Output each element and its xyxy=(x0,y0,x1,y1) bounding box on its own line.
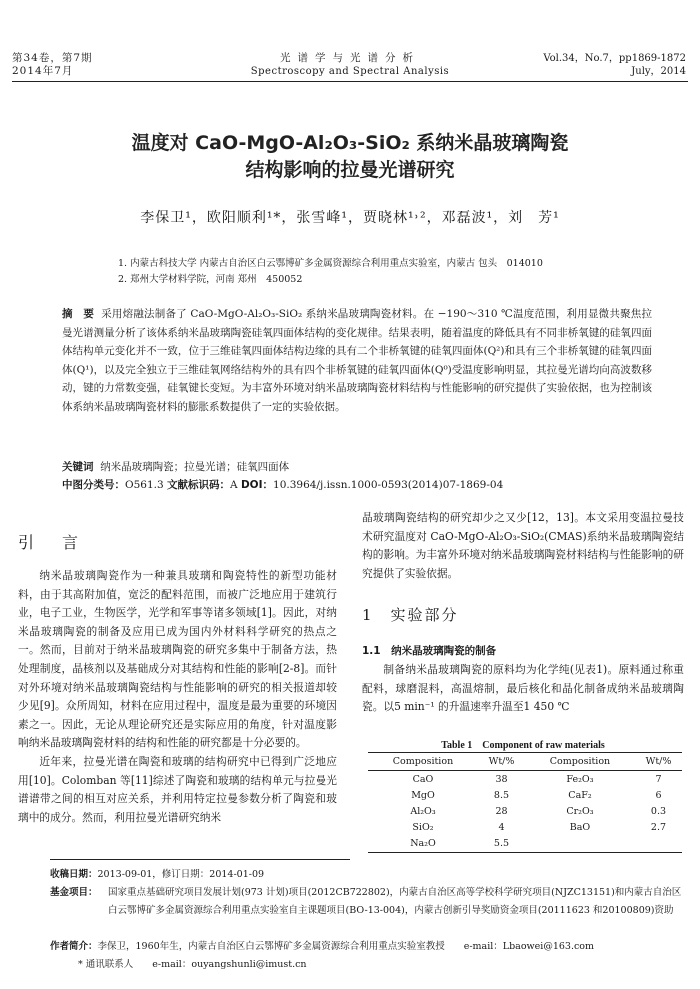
doi-label: DOI： xyxy=(240,479,274,491)
abstract-text: 采用熔融法制备了 CaO-MgO-Al₂O₃-SiO₂ 系纳米晶玻璃陶瓷材料。在 −190～310 ℃温度范围，利用显微共聚焦拉曼光谱测量分析了该体系纳米晶玻璃陶瓷硅氧四面体结构的变化规律。结果表明，随着温度的降低具有不同非桥氧键的硅氧四面体结构单元变化并不一致，位于三维硅氧四面体结构边缘的具有二个非桥氧键的硅氧四面体(Q²)和具有三个非桥氧键的硅氧四面体(Q¹)，以及完全独立于三维硅氧网络结构外的具有四个非桥氧键的硅氧四面体(Q⁰)受温度影响明显，其拉曼光谱均向高波数移动，键的力常数变强，硅氧键长变短。为丰富外环境对纳米晶玻璃陶瓷材料结构与性能影响的研究提供了实验依据，也为控制该体系纳米晶玻璃陶瓷材料的膨胀系数提供了一定的实验依据。 xyxy=(62,308,652,413)
table-cell: 4 xyxy=(498,822,505,834)
volume-issue: 第34卷，第7期 xyxy=(12,52,93,64)
journal-citation-info xyxy=(543,52,686,78)
corresponding-author: * 通讯联系人 e-mail：ouyangshunli@imust.cn xyxy=(78,959,307,970)
table-cell xyxy=(635,836,682,853)
header-divider xyxy=(12,81,688,82)
journal-name-en: Spectroscopy and Spectral Analysis xyxy=(250,66,450,77)
table-header-row xyxy=(368,753,682,771)
received-value: 2013-09-01，修订日期：2014-01-09 xyxy=(97,869,265,880)
intro-continued xyxy=(362,509,684,583)
fund-value: 国家重点基础研究项目发展计划(973 计划)项目(2012CB722802)，内蒙古自治区高等学校科学研究项目(NJZC13151)和内蒙古自治区白云鄂博矿多金属资源综合利用重点实验室自主课题项目(BO-13-004)，内蒙古创新引导奖励资金项目(20111623 和20100809)资助 xyxy=(108,887,682,916)
table-cell: CaO xyxy=(412,773,434,785)
fund-info xyxy=(50,884,690,920)
table-1-caption: Table 1 Component of raw materials xyxy=(441,740,605,751)
table-row xyxy=(368,820,682,836)
intro-paragraph-1: 纳米晶玻璃陶瓷作为一种兼具玻璃和陶瓷特性的新型功能材料，由于其高附加值，宽泛的配料范围，而被广泛地应用于建筑行业，电子工业，生物医学，光学和军事等诸多领域[1]。因此，对纳米晶玻璃陶瓷的制备及应用已成为国内外材料科学研究的热点之一。然而，目前对于纳米晶玻璃陶瓷的研究多集中于制备方法，热处理制度，晶核剂以及基础成分对其结构和性能的影响[2-8]。而针对外环境对纳米晶玻璃陶瓷结构与性能影响的研究的相关报道却较少见[9]。众所周知，材料在应用过程中，温度是最为重要的环境因素之一。因此，无论从理论研究还是实际应用的角度，针对温度影响纳米晶玻璃陶瓷材料的结构和性能的研究都是十分必要的。 xyxy=(18,569,337,750)
subsection-1-1-heading: 1.1 纳米晶玻璃陶瓷的制备 xyxy=(362,645,497,657)
author-list: 李保卫¹，欧阳顺利¹*，张雪峰¹，贾晓林¹˒²，邓磊波¹，刘 芳¹ xyxy=(140,210,560,226)
table-cell: 2.7 xyxy=(650,822,667,834)
table-header: Wt/% xyxy=(635,753,682,771)
abstract xyxy=(62,305,652,417)
issue-date: 2014年7月 xyxy=(12,65,74,77)
intro-paragraph-3: 晶玻璃陶瓷结构的研究却少之又少[12，13]。本文采用变温拉曼技术研究温度对 CaO-MgO-Al₂O₃-SiO₂(CMAS)系纳米晶玻璃陶瓷结构的影响。为丰富外环境对纳米晶玻璃陶瓷材料结构与性能影响的研究提供了实验依据。 xyxy=(362,511,684,580)
table-cell: 28 xyxy=(495,805,508,817)
table-row xyxy=(368,771,682,788)
doccode-label: 文献标识码： xyxy=(167,479,231,491)
table-cell: 8.5 xyxy=(493,789,510,801)
table-header: Composition xyxy=(525,753,635,771)
table-row xyxy=(368,836,682,853)
classification-line xyxy=(62,477,662,492)
author-bio-label: 作者简介： xyxy=(50,941,98,952)
table-row xyxy=(368,803,682,819)
doccode-value: A xyxy=(230,479,238,491)
footnote-divider xyxy=(50,859,350,860)
table-cell: 6 xyxy=(655,789,662,801)
table-cell: MgO xyxy=(411,789,435,801)
pub-month: July，2014 xyxy=(631,66,686,77)
table-cell: Cr₂O₃ xyxy=(566,805,594,817)
table-header: Composition xyxy=(368,753,478,771)
intro-body xyxy=(18,567,337,827)
vol-pages: Vol.34，No.7，pp1869-1872 xyxy=(543,53,686,64)
raw-materials-table xyxy=(368,752,682,853)
section-1-paragraph-1: 制备纳米晶玻璃陶瓷的原料均为化学纯(见表1)。原料通过称重配料，球磨混料，高温熔制，最后核化和晶化制备成纳米晶玻璃陶瓷。以5 min⁻¹ 的升温速率升温至1 450 ℃ xyxy=(362,663,684,714)
keywords-text: 纳米晶玻璃陶瓷；拉曼光谱；硅氧四面体 xyxy=(100,461,290,473)
received-dates xyxy=(50,866,690,884)
table-cell: CaF₂ xyxy=(568,789,592,801)
clc-value: O561.3 xyxy=(125,479,164,491)
table-cell: Fe₂O₃ xyxy=(566,773,594,785)
affiliation-1: 1. 内蒙古科技大学 内蒙古自治区白云鄂博矿多金属资源综合利用重点实验室，内蒙古 包头 014010 xyxy=(118,258,543,269)
table-cell: Al₂O₃ xyxy=(410,805,436,817)
received-label: 收稿日期： xyxy=(50,869,98,880)
table-cell: 0.3 xyxy=(650,805,667,817)
journal-name-cn: 光谱学与光谱分析 xyxy=(280,52,420,64)
table-cell: 7 xyxy=(655,773,662,785)
section-1-heading: 1 实验部分 xyxy=(362,606,459,624)
intro-paragraph-2: 近年来，拉曼光谱在陶瓷和玻璃的结构研究中已得到广泛地应用[10]。Colomban 等[11]综述了陶瓷和玻璃的结构单元与拉曼光谱谱带之间的相互对应关系，并利用特定拉曼参数分析了陶瓷和玻璃中的成分。然而，利用拉曼光谱研究纳米 xyxy=(18,754,337,824)
keywords xyxy=(62,459,289,474)
doi-value: 10.3964/j.issn.1000-0593(2014)07-1869-04 xyxy=(273,479,504,491)
table-row xyxy=(368,787,682,803)
table-cell: BaO xyxy=(569,822,591,834)
table-cell: SiO₂ xyxy=(412,822,434,834)
fund-label: 基金项目： xyxy=(50,887,98,898)
table-cell: 38 xyxy=(495,773,508,785)
author-bio xyxy=(50,938,690,956)
keywords-label: 关键词 xyxy=(62,461,94,473)
table-cell: 5.5 xyxy=(478,836,525,853)
table-cell xyxy=(525,836,635,853)
clc-label: 中图分类号： xyxy=(62,479,125,491)
affiliation-2: 2. 郑州大学材料学院，河南 郑州 450052 xyxy=(118,274,303,285)
article-title-line1: 温度对 CaO-MgO-Al₂O₃-SiO₂ 系纳米晶玻璃陶瓷 xyxy=(131,132,569,154)
article-title-line2: 结构影响的拉曼光谱研究 xyxy=(245,159,455,181)
author-bio-value: 李保卫，1960年生，内蒙古自治区白云鄂博矿多金属资源综合利用重点实验室教授 e-mail：Lbaowei@163.com xyxy=(97,941,595,952)
abstract-label: 摘 要 xyxy=(62,308,95,320)
table-cell: Na₂O xyxy=(368,836,478,853)
table-header: Wt/% xyxy=(478,753,525,771)
intro-heading: 引 言 xyxy=(18,533,85,552)
section-1-body xyxy=(362,661,684,717)
